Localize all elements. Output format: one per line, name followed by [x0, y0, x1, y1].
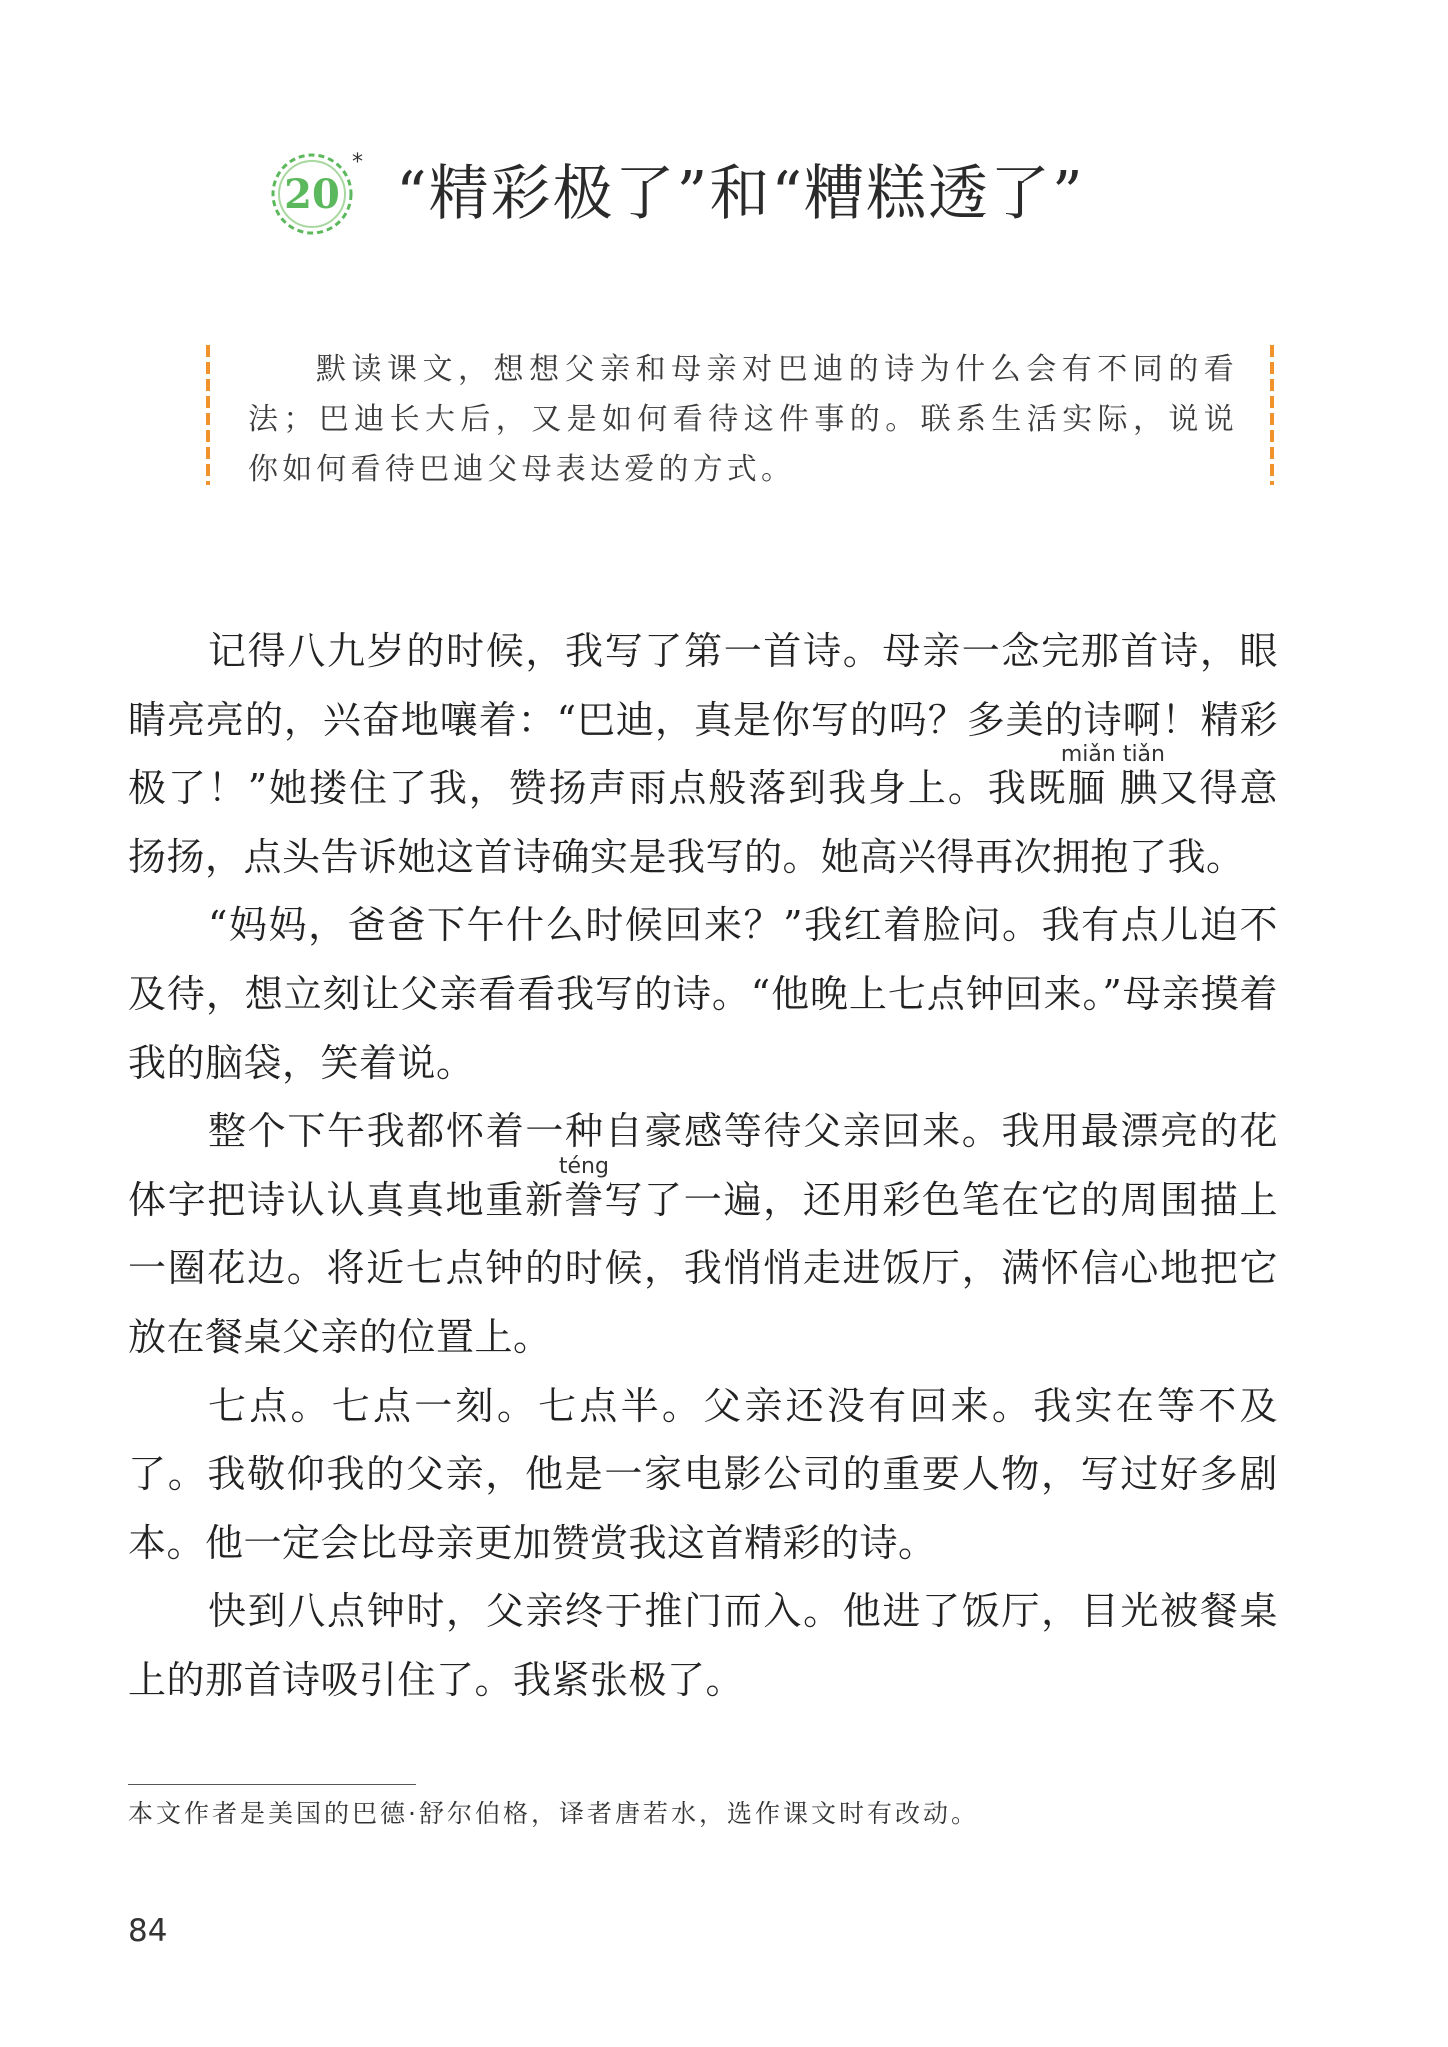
- paragraph-3-part-b: 写了一遍，还用彩色笔在它的周围描上一圈花边。将近七点钟的时候，我悄悄走进饭厅，满怀信心地把它放在餐桌父亲的位置上。: [128, 1177, 1278, 1359]
- pinyin-text: miǎn tiǎn: [1060, 742, 1165, 768]
- prompt-right-bar: [1270, 345, 1274, 485]
- lesson-number: 20: [284, 171, 340, 218]
- pinyin-text: téng: [558, 1153, 609, 1179]
- annotated-word: 誊: [558, 1177, 609, 1222]
- lesson-number-badge: [270, 152, 354, 236]
- paragraph-1-part-b: 又得意扬扬，点头告诉她这首诗确实是我写的。她高兴得再次拥抱了我。: [128, 766, 1278, 879]
- pinyin-annotation: [1060, 742, 1165, 811]
- paragraph-4: 七点。七点一刻。七点半。父亲还没有回来。我实在等不及了。我敬仰我的父亲，他是一家电影公司的重要人物，写过好多剧本。他一定会比母亲更加赞赏我这首精彩的诗。: [128, 1383, 1278, 1565]
- paragraph-3-part-a: 整个下午我都怀着一种自豪感等待父亲回来。我用最漂亮的花体字把诗认认真真地重新: [128, 1109, 1278, 1222]
- optional-lesson-marker: *: [352, 150, 363, 175]
- lesson-header: [0, 148, 1448, 248]
- pinyin-annotation: [558, 1153, 609, 1222]
- paragraph-1: [128, 617, 1278, 891]
- prompt-left-bar: [206, 345, 210, 485]
- lesson-body: [128, 617, 1278, 1715]
- annotated-word: 腼腆: [1060, 766, 1165, 811]
- reading-prompt-box: [206, 345, 1274, 485]
- lesson-title: “精彩极了”和“糟糕透了”: [396, 159, 1085, 229]
- page-number: 84: [128, 1913, 168, 1949]
- footnote: 本文作者是美国的巴德·舒尔伯格，译者唐若水，选作课文时有改动。: [128, 1799, 979, 1828]
- paragraph-1-part-a: 记得八九岁的时候，我写了第一首诗。母亲一念完那首诗，眼睛亮亮的，兴奋地嚷着：“巴迪，真是你写的吗？多美的诗啊！精彩极了！”她搂住了我，赞扬声雨点般落到我身上。我既: [128, 629, 1278, 811]
- paragraph-2: “妈妈，爸爸下午什么时候回来？”我红着脸问。我有点儿迫不及待，想立刻让父亲看看我写的诗。“他晚上七点钟回来。”母亲摸着我的脑袋，笑着说。: [128, 903, 1278, 1085]
- paragraph-5: 快到八点钟时，父亲终于推门而入。他进了饭厅，目光被餐桌上的那首诗吸引住了。我紧张极了。: [128, 1589, 1278, 1702]
- footnote-divider: [128, 1784, 416, 1785]
- reading-prompt-text: 默读课文，想想父亲和母亲对巴迪的诗为什么会有不同的看法；巴迪长大后，又是如何看待这件事的。联系生活实际，说说你如何看待巴迪父母表达爱的方式。: [248, 352, 1238, 487]
- paragraph-3: [128, 1097, 1278, 1371]
